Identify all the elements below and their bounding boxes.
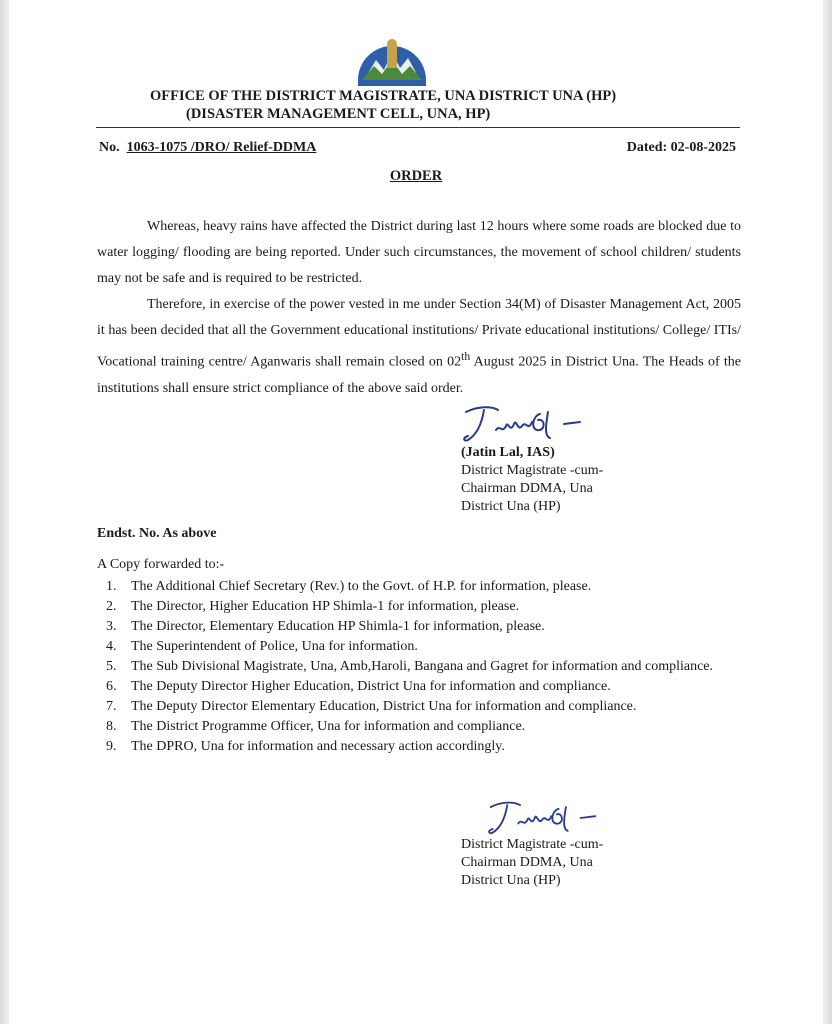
- page-edge-right: [823, 0, 832, 1024]
- date-superscript: th: [461, 350, 471, 363]
- header-divider: [96, 127, 740, 128]
- list-item: 5. The Sub Divisional Magistrate, Una, Amb,Haroli, Bangana and Gagret for information and compliance.: [106, 659, 714, 674]
- list-item: 6. The Deputy Director Higher Education, District Una for information and compliance.: [106, 679, 611, 694]
- signatory-designation-line2: Chairman DDMA, Una: [461, 481, 593, 496]
- list-item: 7. The Deputy Director Elementary Education, District Una for information and compliance.: [106, 699, 637, 714]
- paragraph-whereas: Whereas, heavy rains have affected the District during last 12 hours where some roads are blocked due to water logging/ flooding are being reported. Under such circumstances, the movement of school children/ students may not be safe and is required to be restricted.: [97, 219, 741, 286]
- signatory-designation-line2: Chairman DDMA, Una: [461, 855, 593, 870]
- office-header-line2: (DISASTER MANAGEMENT CELL, UNA, HP): [186, 106, 491, 122]
- signatory-designation-line1: District Magistrate -cum-: [461, 463, 604, 478]
- reference-number: [99, 140, 316, 156]
- list-item: 3. The Director, Elementary Education HP Shimla-1 for information, please.: [106, 619, 545, 634]
- handwritten-signature-icon: [458, 400, 588, 448]
- order-title: ORDER: [389, 168, 443, 184]
- list-item: 2. The Director, Higher Education HP Shimla-1 for information, please.: [106, 599, 520, 614]
- order-date: Dated: 02-08-2025: [626, 140, 736, 155]
- paragraph-therefore-part2: August 2025 in District Una. The Heads of the institutions shall ensure strict compliance of the above said order.: [97, 354, 741, 396]
- copy-forwarded-list: [106, 577, 742, 757]
- signatory-block: [461, 444, 603, 516]
- reference-number-value: 1063-1075 /DRO/ Relief-DDMA: [126, 140, 317, 155]
- copy-forwarded-label: A Copy forwarded to:-: [97, 557, 225, 572]
- signatory-designation-line3: District Una (HP): [461, 499, 561, 514]
- list-item: 4. The Superintendent of Police, Una for information.: [106, 639, 418, 654]
- page-edge-left: [0, 0, 9, 1024]
- endorsement-title: Endst. No. As above: [97, 526, 217, 541]
- list-item: 8. The District Programme Officer, Una for information and compliance.: [106, 719, 526, 734]
- list-item: 9. The DPRO, Una for information and necessary action accordingly.: [106, 739, 505, 754]
- paragraph-therefore: [97, 292, 741, 402]
- paragraph-therefore-part1: Therefore, in exercise of the power vested in me under Section 34(M) of Disaster Management Act, 2005 it has been decided that all the Government educational institutions/ Private educational institutions/ College/ ITIs/ Vocational training centre/ Aganwaris shall remain closed on 02: [97, 297, 741, 370]
- state-emblem-icon: [354, 30, 430, 88]
- reference-prefix: No.: [99, 140, 120, 155]
- signatory-designation-line3: District Una (HP): [461, 873, 561, 888]
- handwritten-signature-icon: [478, 796, 608, 840]
- list-item: 1. The Additional Chief Secretary (Rev.) to the Govt. of H.P. for information, please.: [106, 579, 592, 594]
- signatory-name: (Jatin Lal, IAS): [461, 445, 555, 460]
- signatory-block-endorsement: [461, 836, 603, 890]
- office-header-line1: OFFICE OF THE DISTRICT MAGISTRATE, UNA DISTRICT UNA (HP): [150, 88, 617, 104]
- signatory-designation-line1: District Magistrate -cum-: [461, 837, 604, 852]
